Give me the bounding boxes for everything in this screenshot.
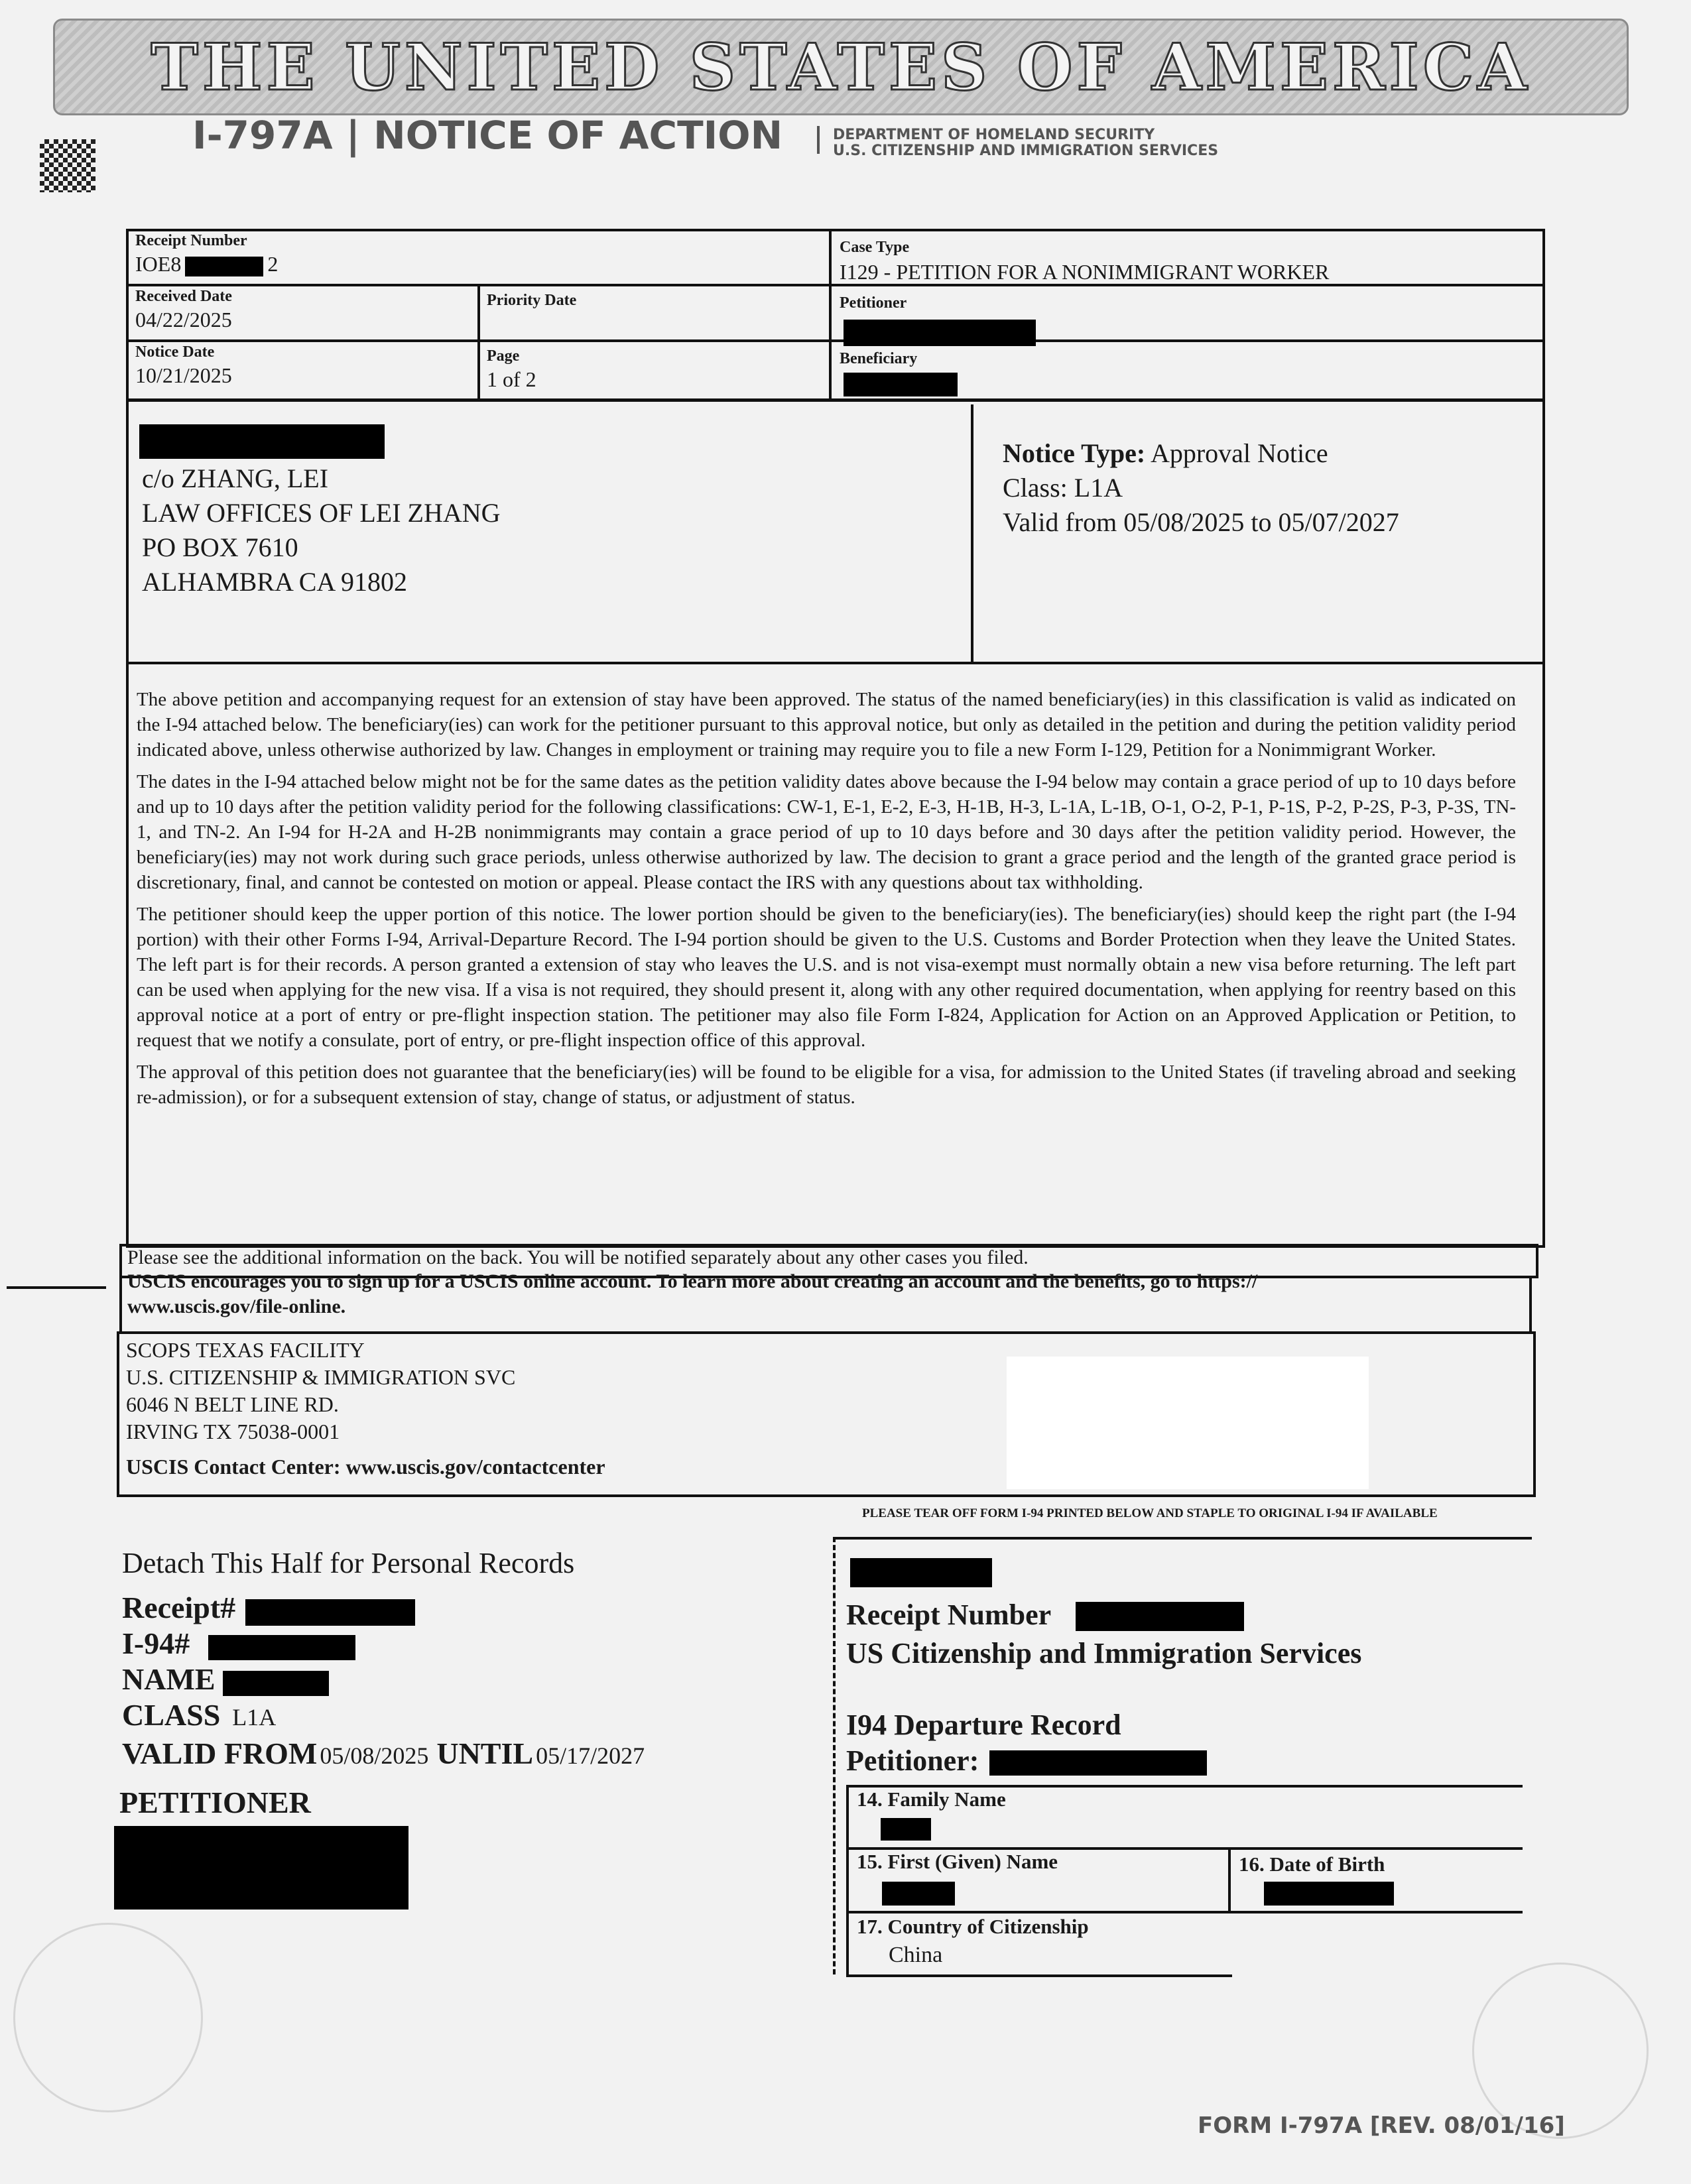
blank-stamp-area	[1007, 1357, 1369, 1489]
paragraph-grace-period: The dates in the I-94 attached below might not be for the same dates as the petition validity dates above because the I-94 below may contain a grace period of up to 10 days before and up to 10 days after the petition validity period for the following classifications: CW-1, E-1, E-2, E-3, H-1B, H-3, L-1A, L-1B, O-1, O-2, P-1, P-1S, P-2, P-2S, P-3, P-3S, TN-1, and TN-2. An I-94 for H-2A and H-2B nonimmigrants may contain a grace period of up to 10 days before and 30 days after the petition validity period. However, the beneficiary(ies) may not work during such grace periods, unless otherwise authorized by law. The decision to grant a grace period and the length of the granted grace period is discretionary, final, and cannot be contested on motion or appeal. Please contact the IRS with any questions about tax withholding.	[137, 771, 1516, 893]
form-revision-id: FORM I-797A [REV. 08/01/16]	[1198, 2112, 1565, 2139]
detach-receipt-redaction	[245, 1599, 415, 1626]
receipt-number-label: Receipt Number	[135, 232, 247, 249]
i94-agency: US Citizenship and Immigration Services	[846, 1637, 1362, 1669]
contact-center: USCIS Contact Center: www.uscis.gov/contactcenter	[126, 1455, 605, 1479]
receipt-number-value	[135, 252, 278, 276]
grid-row-line-2	[126, 339, 1545, 342]
address-line-1: c/o ZHANG, LEI	[142, 463, 329, 493]
family-name-redaction	[881, 1818, 931, 1841]
i94-name-redaction	[850, 1558, 992, 1587]
beneficiary-label: Beneficiary	[840, 350, 918, 367]
department-line-2: U.S. CITIZENSHIP AND IMMIGRATION SERVICES	[833, 143, 1219, 159]
i94-box-left-line	[846, 1785, 849, 1977]
family-name-label: 14. Family Name	[857, 1788, 1006, 1811]
case-type-value: I129 - PETITION FOR A NONIMMIGRANT WORKER	[840, 260, 1330, 284]
detach-receipt-label: Receipt#	[122, 1591, 236, 1624]
recipient-name-redaction	[139, 424, 385, 459]
case-info-grid	[126, 229, 1545, 401]
detach-until-value: 05/17/2027	[536, 1742, 645, 1769]
detach-i94-label: I-94#	[122, 1626, 190, 1660]
first-name-label: 15. First (Given) Name	[857, 1850, 1058, 1873]
body-text	[137, 687, 1516, 1110]
address-divider	[971, 404, 973, 664]
receipt-prefix: IOE8	[135, 252, 182, 276]
tear-perforation[interactable]	[833, 1537, 836, 1974]
i94-row-line-2	[846, 1911, 1523, 1913]
detach-validity-row	[122, 1736, 645, 1771]
petitioner-label: Petitioner	[840, 294, 907, 312]
paragraph-approval: The above petition and accompanying request for an extension of stay have been approved. The status of the named beneficiary(ies) in this classification is valid as indicated on the I-94 attached below. The beneficiary(ies) can work for the petitioner pursuant to this approval notice, but only as detailed in the petition and during the petition validity period indicated above, unless otherwise authorized by law. Changes in employment or training may require you to file a new Form I-129, Petition for a Nonimmigrant Worker.	[137, 689, 1516, 760]
page-label: Page	[487, 347, 520, 365]
online-account-text	[127, 1269, 1257, 1319]
detach-valid-from-label: VALID FROM	[122, 1736, 318, 1770]
detach-until-label: UNTIL	[436, 1736, 534, 1770]
detach-class-label: CLASS	[122, 1698, 221, 1732]
first-name-redaction	[882, 1882, 955, 1906]
notice-type-block	[1003, 436, 1399, 540]
beneficiary-redaction	[844, 373, 958, 396]
detach-name-label: NAME	[122, 1662, 216, 1696]
redaction-bar	[185, 257, 263, 276]
tear-off-note: PLEASE TEAR OFF FORM I-94 PRINTED BELOW AND STAPLE TO ORIGINAL I-94 IF AVAILABLE	[862, 1506, 1438, 1520]
detach-name-redaction	[223, 1671, 329, 1696]
received-date-label: Received Date	[135, 288, 232, 305]
left-margin-mark	[7, 1286, 106, 1289]
mailing-address	[142, 461, 501, 599]
tear-top-line	[836, 1537, 1532, 1540]
notice-type-label: Notice Type:	[1003, 438, 1146, 468]
address-line-2: LAW OFFICES OF LEI ZHANG	[142, 498, 501, 528]
facility-line-1: SCOPS TEXAS FACILITY	[126, 1338, 365, 1362]
i94-receipt-label: Receipt Number	[846, 1599, 1052, 1631]
detach-petitioner-redaction	[114, 1826, 408, 1910]
country-value: China	[889, 1943, 943, 1967]
i94-record-title: I94 Departure Record	[846, 1709, 1121, 1741]
online-account-link[interactable]: www.uscis.gov/file-online.	[127, 1296, 346, 1317]
rosette-left-decoration	[13, 1923, 203, 2112]
notice-type-value: Approval Notice	[1150, 438, 1328, 468]
grid-col-line-main	[829, 229, 832, 401]
grid-row-line-1	[126, 284, 1545, 286]
priority-date-label: Priority Date	[487, 292, 577, 309]
case-type-label: Case Type	[840, 239, 910, 256]
detach-i94-redaction	[208, 1635, 355, 1660]
detach-title: Detach This Half for Personal Records	[122, 1547, 575, 1579]
notice-date-value: 10/21/2025	[135, 363, 232, 387]
petitioner-redaction	[844, 320, 1036, 346]
dob-redaction	[1264, 1882, 1394, 1906]
i94-col-line	[1228, 1847, 1231, 1913]
department-name	[833, 127, 1218, 159]
paragraph-disclaimer: The approval of this petition does not guarantee that the beneficiary(ies) will be found to be eligible for a visa, for admission to the United States (if traveling abroad and seeking re-admission), or for a subsequent extension of stay, change of status, or adjustment of status.	[137, 1062, 1516, 1108]
notice-type-line	[1003, 436, 1399, 471]
address-line-3: PO BOX 7610	[142, 532, 298, 562]
received-date-value: 04/22/2025	[135, 308, 232, 332]
detach-valid-from-value: 05/08/2025	[320, 1742, 429, 1769]
facility-line-2: U.S. CITIZENSHIP & IMMIGRATION SVC	[126, 1365, 516, 1389]
paragraph-instructions: The petitioner should keep the upper portion of this notice. The lower portion should be given to the beneficiary(ies). The beneficiary(ies) should keep the right part (the I-94 portion) with their other Forms I-94, Arrival-Departure Record. The I-94 portion should be given to the U.S. Customs and Border Protection when they leave the United States. The left part is for their records. A person granted a extension of stay who leaves the U.S. and is not visa-exempt must normally obtain a new visa before returning. The left part can be used when applying for the new visa. If a visa is not required, they should present it, along with any other required documentation, when applying for reentry based on this approval notice at a port of entry or pre-flight inspection station. The petitioner may also file Form I-824, Application for Action on an Approved Application or Petition, to request that we notify a consulate, port of entry, or pre-flight inspection office of this approval.	[137, 904, 1516, 1051]
facility-address	[126, 1337, 515, 1445]
detach-class-value: L1A	[232, 1704, 277, 1730]
form-title: I-797A | NOTICE OF ACTION	[192, 113, 783, 158]
banner-text: THE UNITED STATES OF AMERICA	[151, 29, 1531, 105]
validity-line: Valid from 05/08/2025 to 05/07/2027	[1003, 507, 1399, 537]
grid-col-line-secondary	[477, 284, 480, 401]
facility-line-4: IRVING TX 75038-0001	[126, 1420, 340, 1443]
i94-bottom-line	[846, 1974, 1232, 1977]
department-line-1: DEPARTMENT OF HOMELAND SECURITY	[833, 127, 1155, 143]
i94-petitioner-label: Petitioner:	[846, 1744, 979, 1777]
notice-date-label: Notice Date	[135, 343, 215, 361]
page-value: 1 of 2	[487, 367, 536, 391]
detach-petitioner-label: PETITIONER	[119, 1786, 311, 1819]
detach-class-row	[122, 1697, 276, 1732]
address-line-4: ALHAMBRA CA 91802	[142, 567, 408, 597]
barcode-icon	[40, 139, 95, 192]
facility-line-3: 6046 N BELT LINE RD.	[126, 1392, 339, 1416]
title-divider	[817, 126, 820, 154]
i94-petitioner-redaction	[989, 1750, 1207, 1776]
additional-info-text: Please see the additional information on the back. You will be notified separately about any other cases you filed.	[127, 1246, 1029, 1268]
class-line: Class: L1A	[1003, 473, 1123, 503]
national-banner	[53, 19, 1629, 115]
i94-receipt-redaction	[1076, 1602, 1244, 1631]
online-account-line-1: USCIS encourages you to sign up for a USCIS online account. To learn more about creating an account and the benefits, go to https://	[127, 1270, 1258, 1292]
receipt-suffix: 2	[267, 252, 279, 276]
country-label: 17. Country of Citizenship	[857, 1915, 1089, 1938]
dob-label: 16. Date of Birth	[1239, 1852, 1385, 1876]
